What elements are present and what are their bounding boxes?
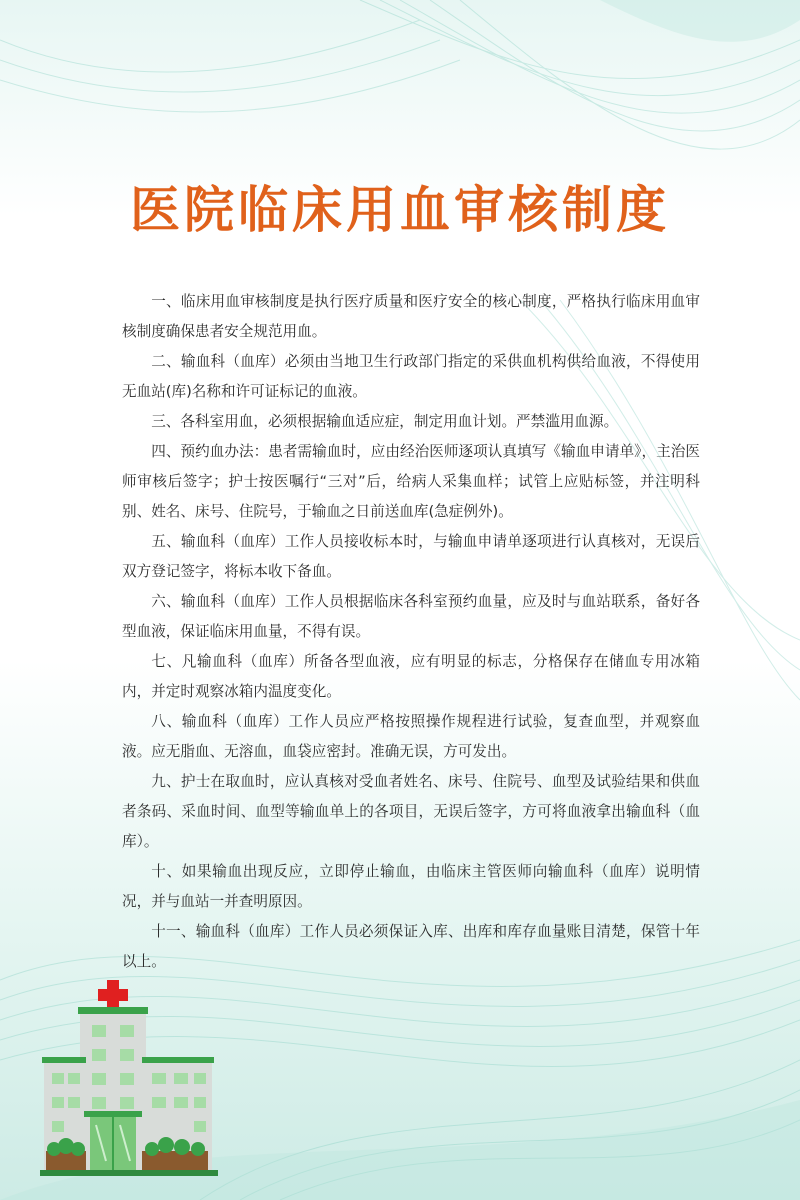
clause-11: 十一、输血科（血库）工作人员必须保证入库、出库和库存血量账目清楚，保管十年以上。 — [122, 923, 700, 970]
clause-8: 八、输血科（血库）工作人员应严格按照操作规程进行试验，复查血型，并观察血液。应无脂血、无溶血，血袋应密封。准确无误，方可发出。 — [122, 713, 700, 760]
clause-9: 九、护士在取血时，应认真核对受血者姓名、床号、住院号、血型及试验结果和供血者条码、采血时间、血型等输血单上的各项目，无误后签字，方可将血液拿出输血科（血库）。 — [122, 773, 700, 850]
regulation-body — [122, 287, 700, 977]
clause-10: 十、如果输血出现反应，立即停止输血，由临床主管医师向输血科（血库）说明情况，并与血站一并查明原因。 — [122, 863, 700, 910]
clause-1: 一、临床用血审核制度是执行医疗质量和医疗安全的核心制度，严格执行临床用血审核制度确保患者安全规范用血。 — [122, 293, 700, 340]
clause-5: 五、输血科（血库）工作人员接收标本时，与输血申请单逐项进行认真核对，无误后双方登记签字，将标本收下备血。 — [122, 533, 700, 580]
clause-2: 二、输血科（血库）必须由当地卫生行政部门指定的采供血机构供给血液，不得使用无血站(库)名称和许可证标记的血液。 — [122, 353, 700, 400]
clause-4: 四、预约血办法：患者需输血时，应由经治医师逐项认真填写《输血申请单》，主治医师审核后签字；护士按医嘱行“三对”后，给病人采集血样；试管上应贴标签，并注明科别、姓名、床号、住院号，于输血之日前送血库(急症例外)。 — [122, 443, 700, 520]
hospital-building-icon — [40, 975, 220, 1180]
clause-6: 六、输血科（血库）工作人员根据临床各科室预约血量，应及时与血站联系，备好各型血液，保证临床用血量，不得有误。 — [122, 593, 700, 640]
page-title: 医院临床用血审核制度 — [130, 181, 670, 239]
red-cross-icon — [98, 980, 128, 1010]
clause-7: 七、凡输血科（血库）所备各型血液，应有明显的标志，分格保存在储血专用冰箱内，并定时观察冰箱内温度变化。 — [122, 653, 700, 700]
clause-3: 三、各科室用血，必须根据输血适应症，制定用血计划。严禁滥用血源。 — [151, 413, 619, 430]
